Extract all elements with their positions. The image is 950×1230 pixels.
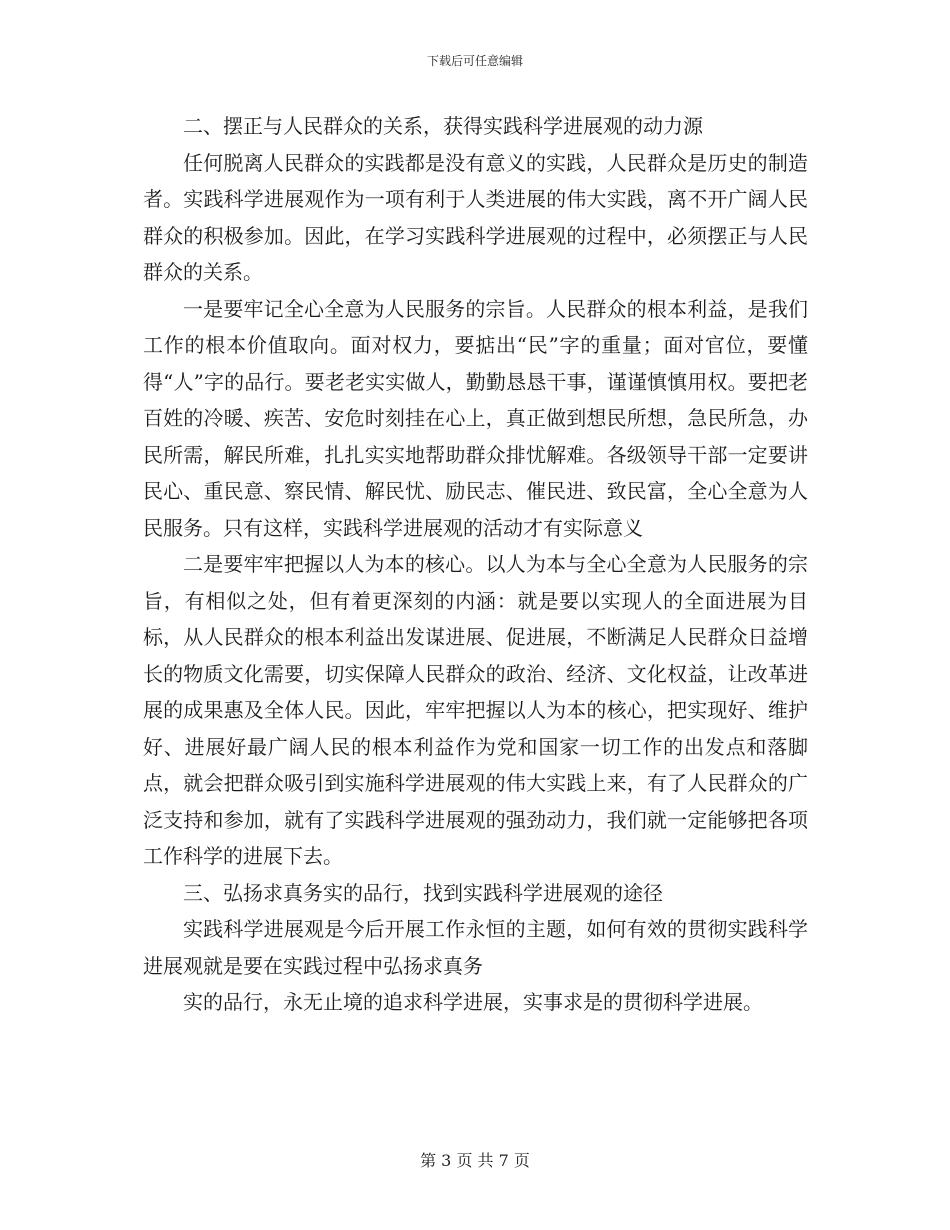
page-number-footer: 第 3 页 共 7 页 <box>420 1151 530 1170</box>
paragraph: 实的品行，永无止境的追求科学进展，实事求是的贯彻科学进展。 <box>183 990 763 1014</box>
page-header: 下载后可任意编辑 <box>426 54 523 68</box>
section-heading-2: 二、摆正与人民群众的关系，获得实践科学进展观的动力源 <box>183 114 703 138</box>
paragraph: 实践科学进展观是今后开展工作永恒的主题，如何有效的贯彻实践科学进展观就是要在实践过程中弘扬求真务 <box>143 917 808 978</box>
section-heading-3: 三、弘扬求真务实的品行，找到实践科学进展观的途径 <box>183 880 663 905</box>
paragraph: 一是要牢记全心全意为人民服务的宗旨。人民群众的根本利益，是我们工作的根本价值取向。面对权力，要掂出“民”字的重量；面对官位，要懂得“人”字的品行。要老老实实做人，勤勤恳恳干事，谨谨慎慎用权。要把老百姓的冷暖、疾苦、安危时刻挂在心上，真正做到想民所想，急民所急，办民所需，解民所难，扎扎实实地帮助群众排忧解难。各级领导干部一定要讲民心、重民意、察民情、解民忧、励民志、催民进、致民富，全心全意为人民服务。只有这样，实践科学进展观的活动才有实际意义 <box>143 296 808 540</box>
document-body <box>143 108 808 1021</box>
paragraph: 二是要牢牢把握以人为本的核心。以人为本与全心全意为人民服务的宗旨，有相似之处，但有着更深刻的内涵：就是要以实现人的全面进展为目标，从人民群众的根本利益出发谋进展、促进展，不断满足人民群众日益增长的物质文化需要，切实保障人民群众的政治、经济、文化权益，让改革进展的成果惠及全体人民。因此，牢牢把握以人为本的核心，把实现好、维护好、进展好最广阔人民的根本利益作为党和国家一切工作的出发点和落脚点，就会把群众吸引到实施科学进展观的伟大实践上来，有了人民群众的广泛支持和参加，就有了实践科学进展观的强劲动力，我们就一定能够把各项工作科学的进展下去。 <box>143 552 808 868</box>
paragraph: 任何脱离人民群众的实践都是没有意义的实践，人民群众是历史的制造者。实践科学进展观作为一项有利于人类进展的伟大实践，离不开广阔人民群众的积极参加。因此，在学习实践科学进展观的过程中，必须摆正与人民群众的关系。 <box>143 150 808 284</box>
